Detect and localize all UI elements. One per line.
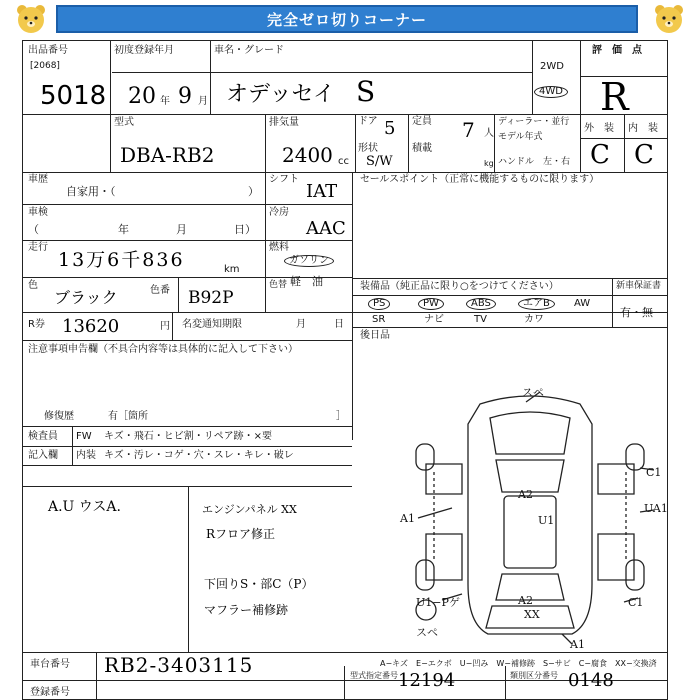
entry-label: 記入欄	[28, 450, 58, 461]
equip-tv: TV	[474, 314, 487, 325]
inspector-label: 検査員	[28, 431, 58, 442]
interior-value: C	[634, 140, 654, 170]
usage-close: ）	[248, 185, 259, 198]
color-value: ブラック	[54, 288, 118, 307]
class-no-value: 0148	[568, 670, 614, 691]
interior-check-label: 内装	[76, 450, 96, 461]
warranty-label: 新車保証書	[616, 281, 662, 291]
load-unit: kg	[484, 159, 494, 168]
svg-text:スペ: スペ	[416, 626, 438, 639]
equip-abs: ABS	[466, 298, 496, 310]
shape-label: 形状	[358, 143, 378, 154]
equip-pw: PW	[418, 298, 444, 310]
tax-label: R券	[28, 319, 45, 330]
inspection-day: 日）	[234, 223, 256, 236]
usage-value: 自家用・（	[66, 185, 116, 198]
doors-value: 5	[384, 118, 396, 139]
color-no-label: 色番	[150, 285, 170, 296]
mileage-label: 走行	[28, 242, 48, 253]
displacement-label: 排気量	[269, 117, 299, 128]
equip-ps: PS	[368, 298, 390, 310]
equip-airbag: エアB	[518, 298, 555, 310]
car-name: オデッセイ	[226, 82, 335, 107]
equip-sr: SR	[372, 314, 386, 325]
drive-4wd: 4WD	[534, 86, 568, 98]
equipment-label: 装備品（純正品に限り○をつけてください）	[360, 281, 559, 292]
car-damage-diagram	[392, 384, 668, 652]
svg-text:UA1: UA1	[644, 502, 668, 515]
fuel-diesel: 軽 油	[290, 275, 323, 288]
load-label: 積載	[412, 143, 432, 154]
color-change-label: 色替	[269, 280, 288, 290]
lot-label: 出品番号	[28, 45, 68, 56]
first-reg-year: 20	[128, 84, 156, 109]
tax-value: 13620	[62, 316, 120, 337]
lot-sub: [2068]	[30, 61, 60, 71]
displacement-value: 2400	[282, 143, 333, 167]
chassis-value: RB2-3403115	[104, 653, 254, 677]
svg-text:U1−Pゲ: U1−Pゲ	[416, 596, 460, 609]
diag-label-a1: A1	[400, 512, 415, 525]
svg-text:A2: A2	[518, 488, 533, 501]
fw-items: キズ・飛石・ヒビ割・リペア跡・×要	[104, 431, 272, 442]
bear-mascot-right-icon	[652, 2, 686, 36]
model-value: DBA-RB2	[120, 143, 215, 167]
note-line2: Rフロア修正	[206, 527, 276, 541]
transfer-day: 日	[334, 319, 344, 330]
lot-number: 5018	[40, 81, 107, 111]
note-line1: エンジンパネル XX	[202, 503, 297, 516]
ac-label: 冷房	[269, 207, 289, 218]
svg-text:C1: C1	[628, 596, 644, 609]
svg-text:XX: XX	[524, 608, 540, 621]
dealer-label: ディーラー・並行	[498, 117, 570, 127]
ac-value: AAC	[306, 218, 346, 239]
exterior-label: 外 装	[584, 123, 614, 134]
car-grade: S	[356, 75, 376, 108]
warranty-value: 有・無	[620, 306, 653, 319]
name-label: 車名・グレード	[214, 45, 284, 56]
chassis-label: 車台番号	[30, 659, 70, 670]
handle-label: ハンドル 左・右	[498, 157, 571, 167]
banner-title: 完全ゼロ切りコーナー	[56, 5, 638, 33]
color-no-value: B92P	[188, 288, 234, 308]
capacity-value: 7	[462, 118, 475, 142]
bear-mascot-left-icon	[14, 2, 48, 36]
drive-2wd: 2WD	[540, 61, 564, 72]
tax-unit: 円	[160, 321, 170, 332]
first-reg-label: 初度登録年月	[114, 45, 174, 56]
usage-label: 車歴	[28, 174, 48, 185]
doors-label: ドア	[358, 116, 378, 127]
notice-label: 注意事項申告欄（不具合内容等は具体的に記入して下さい）	[28, 344, 298, 355]
rating-label: 評 価 点	[592, 45, 642, 56]
svg-text:U1: U1	[538, 514, 555, 527]
first-reg-month: 9	[178, 84, 192, 109]
inspection-month: 月	[176, 223, 187, 236]
color-label: 色	[28, 280, 38, 291]
capacity-label: 定員	[412, 116, 432, 127]
transfer-label: 名変通知期限	[182, 319, 242, 330]
type-no-value: 12194	[398, 670, 456, 691]
svg-text:スペ: スペ	[522, 386, 544, 399]
displacement-unit: cc	[338, 156, 349, 167]
shift-value: IAT	[306, 181, 338, 202]
fuel-label: 燃料	[269, 242, 289, 253]
interior-items: キズ・汚レ・コゲ・穴・スレ・キレ・破レ	[104, 450, 294, 461]
inspection-year: 年	[118, 223, 129, 236]
inspection-open: （	[28, 223, 39, 236]
first-reg-month-unit: 月	[198, 96, 208, 107]
reg-label: 登録番号	[30, 687, 70, 698]
note-left: A.U ウスA.	[48, 499, 121, 515]
repair-label: 修復歴	[44, 411, 74, 422]
transfer-month: 月	[296, 319, 306, 330]
mileage-value: 13万6千836	[58, 249, 185, 271]
first-reg-year-unit: 年	[160, 96, 170, 107]
equip-leather: カワ	[524, 314, 544, 325]
shape-value: S/W	[366, 154, 393, 169]
equip-navi: ナビ	[424, 314, 444, 325]
interior-label: 内 装	[628, 123, 658, 134]
svg-text:A2: A2	[518, 594, 533, 607]
rear-date-label: 後日品	[360, 330, 390, 341]
model-label: 型式	[114, 117, 134, 128]
exterior-value: C	[590, 140, 610, 170]
equip-aw: AW	[574, 298, 591, 309]
note-line3: 下回りS・部C（P）	[204, 577, 314, 591]
shift-label: シフト	[269, 174, 299, 185]
sales-point-label: セールスポイント（正常に機能するものに限ります）	[360, 174, 600, 185]
fw-label: FW	[76, 431, 92, 442]
model-year-label: モデル年式	[498, 132, 543, 142]
diagram-legend: A−キズ E−エクボ U−凹み W−補修跡 S−サビ C−腐食 XX−交換済	[380, 659, 657, 668]
repair-close: ］	[336, 411, 346, 422]
fuel-gasoline: ガソリン	[284, 255, 334, 267]
type-no-label: 型式指定番号	[350, 671, 398, 680]
svg-text:A1: A1	[570, 638, 585, 651]
capacity-unit: 人	[484, 128, 494, 139]
note-line4: マフラー補修跡	[204, 603, 289, 617]
svg-text:C1: C1	[646, 466, 662, 479]
repair-value: 有［箇所	[108, 411, 148, 422]
class-no-label: 類別区分番号	[510, 671, 558, 680]
rating-value: R	[600, 75, 629, 119]
inspection-label: 車検	[28, 207, 48, 218]
mileage-unit: km	[224, 264, 240, 275]
